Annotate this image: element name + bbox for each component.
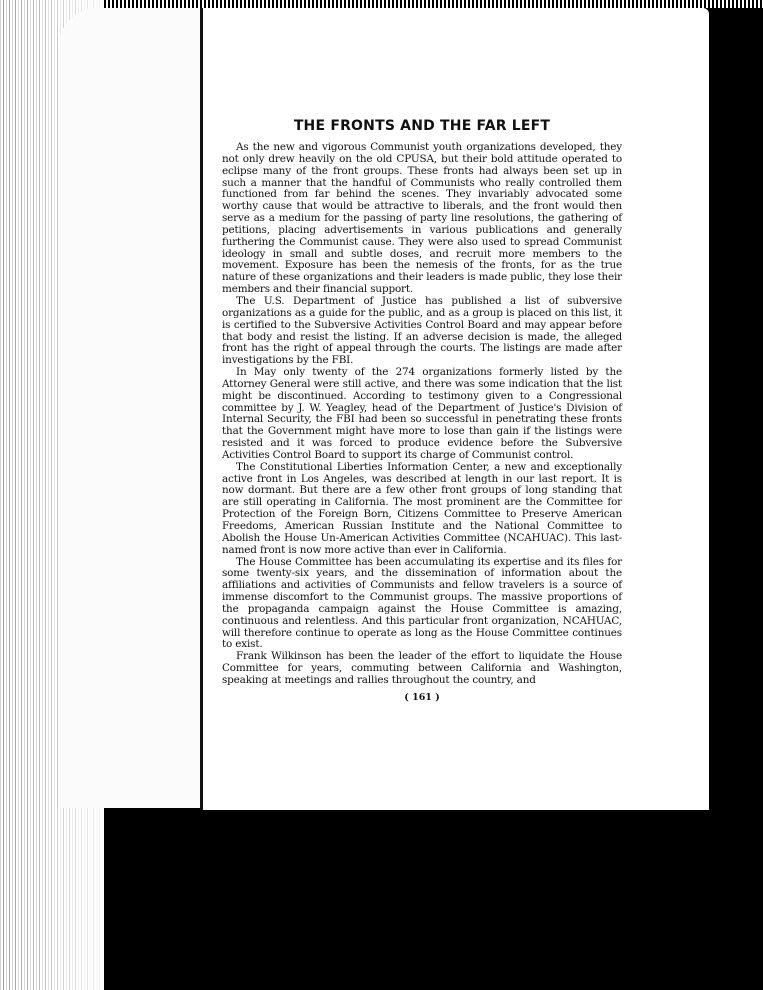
paragraph-6: Frank Wilkinson has been the leader of the effort to liquidate the House Committee for years, commuting between California and Washington, speaking at meetings and rallies throughout the country, and <box>222 650 622 686</box>
paragraph-2: The U.S. Department of Justice has published a list of subversive organizations as a guide for the public, and as a group is placed on this list, it is certified to the Subversive Activities Control Board and may appear before that body and resist the listing. If an adverse decision is made, the alleged front has the right of appeal through the courts. The listings are made after investigations by the FBI. <box>222 294 622 367</box>
chapter-title: THE FRONTS AND THE FAR LEFT <box>293 118 551 134</box>
paragraph-5: The House Committee has been accumulating its expertise and its files for some twenty-six years, and the dissemination of information about the affiliations and activities of Communists and fellow travelers is a source of immense discomfort to the Communist groups. The massive proportions of the propaganda campaign against the House Committee is amazing, continuous and relentless. And this particular front organization, NCAHUAC, will therefore continue to operate as long as the House Committee continues to exist. <box>222 555 622 651</box>
paragraph-3: In May only twenty of the 274 organizations formerly listed by the Attorney General were still active, and there was some indication that the list might be discontinued. According to testimony given to a Congressional committee by J. W. Yeagley, head of the Department of Justice's Division of Internal Security, the FBI had been so successful in penetrating these fronts that the Government might have more to lose than gain if the listings were resisted and it was forced to produce evidence before the Subversive Activities Control Board to support its charge of Communist control. <box>222 366 622 461</box>
paragraph-4: The Constitutional Liberties Information Center, a new and exceptionally active front in Los Angeles, was described at length in our last report. It is now dormant. But there are a few other front groups of long standing that are still operating in California. The most prominent are the Committee for Protection of the Foreign Born, Citizens Committee to Preserve American Freedoms, American Russian Institute and the National Committee to Abolish the House Un-American Activities Committee (NCAHUAC). This last-named front is now more active than ever in California. <box>222 460 622 556</box>
page-number: ( 161 ) <box>404 691 440 703</box>
facing-page <box>58 8 206 808</box>
scan-top-border <box>0 0 763 8</box>
paragraph-1: As the new and vigorous Communist youth organizations developed, they not only drew heavily on the old CPUSA, but their bold attitude operated to eclipse many of the front groups. These fronts had always been set up in such a manner that the handful of Communists who really controlled them functioned from far behind the scenes. They invariably advocated some worthy cause that would be attractive to liberals, and the front would then serve as a medium for the passing of party line resolutions, the gathering of petitions, placing advertisements in various publications and generally furthering the Communist cause. They were also used to spread Communist ideology in small and subtle doses, and recruit more members to the movement. Exposure has been the nemesis of the fronts, for as the true nature of these organizations and their leaders is made public, they lose their members and their financial support. <box>222 141 622 296</box>
page-body <box>222 118 622 703</box>
